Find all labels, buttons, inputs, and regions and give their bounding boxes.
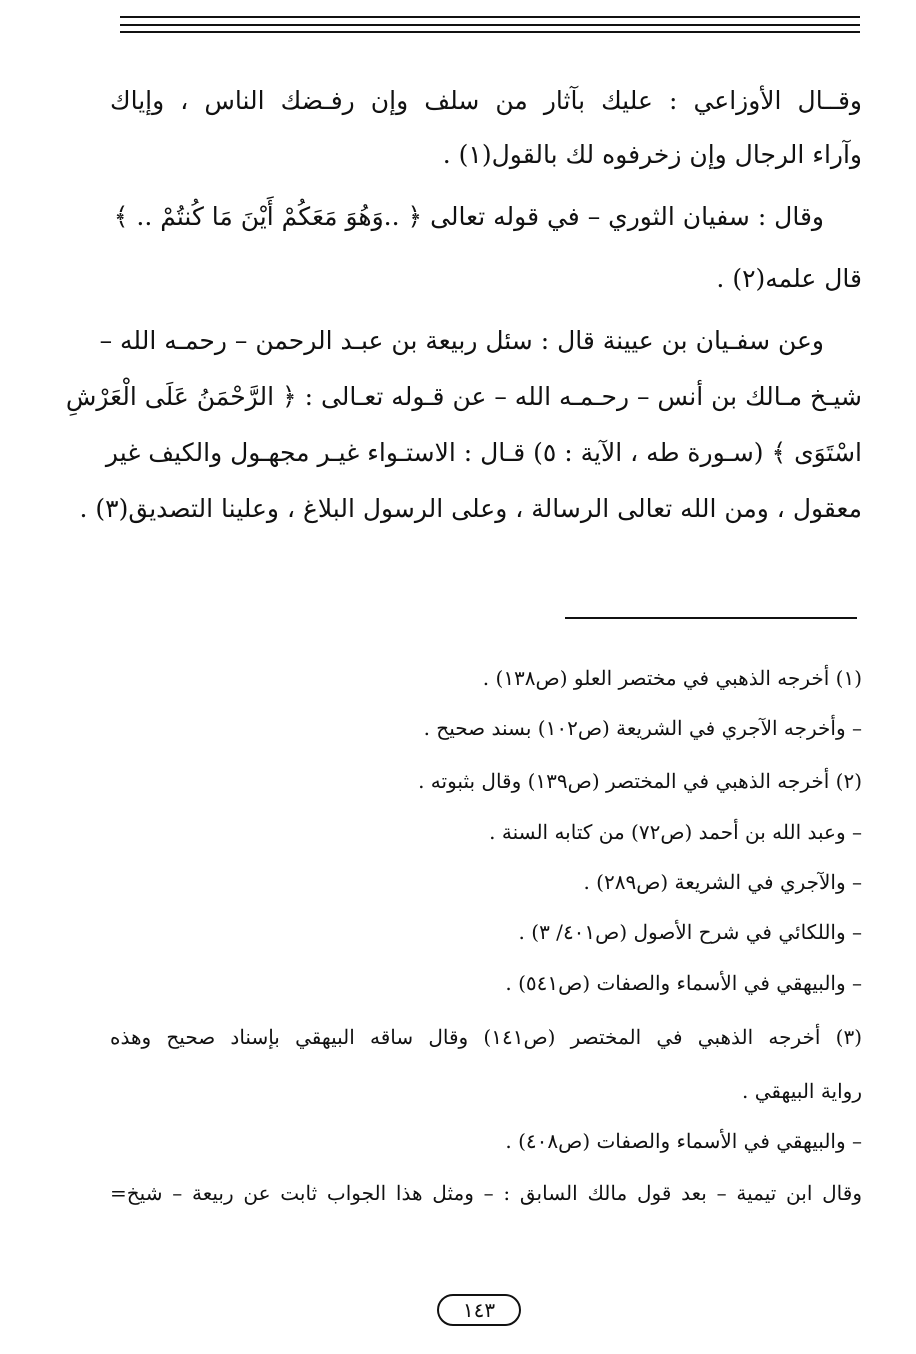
main-text-line: وآراء الرجال وإن زخرفوه لك بالقول(١) . bbox=[442, 140, 862, 169]
footnote-line: – والبيهقي في الأسماء والصفات (ص٥٤١) . bbox=[505, 971, 862, 995]
footnote-line: (٣) أخرجه الذهبي في المختصر (ص١٤١) وقال ساقه البيهقي بإسناد صحيح وهذه bbox=[110, 1025, 863, 1049]
footnote-line: – وأخرجه الآجري في الشريعة (ص١٠٢) بسند صحيح . bbox=[423, 716, 862, 740]
footnote-line: (٢) أخرجه الذهبي في المختصر (ص١٣٩) وقال بثبوته . bbox=[418, 769, 862, 793]
footnote-line: – والبيهقي في الأسماء والصفات (ص٤٠٨) . bbox=[505, 1129, 862, 1153]
main-text-line: معقول ، ومن الله تعالى الرسالة ، وعلى الرسول البلاغ ، وعلينا التصديق(٣) . bbox=[79, 494, 862, 523]
footnote-line: وقال ابن تيمية – بعد قول مالك السابق : – ومثل هذا الجواب ثابت عن ربيعة – شيخ= bbox=[110, 1181, 862, 1205]
footnote-line: – واللكائي في شرح الأصول (ص٤٠١/ ٣) . bbox=[518, 920, 862, 944]
footnote-line: – والآجري في الشريعة (ص٢٨٩) . bbox=[583, 870, 862, 894]
page-number: ١٤٣ bbox=[437, 1294, 521, 1326]
main-text-line: وعن سفـيان بن عيينة قال : سئل ربيعة بن عبـد الرحمن – رحمـه الله – bbox=[99, 326, 824, 355]
footnote-separator bbox=[565, 617, 857, 619]
header-rule-bottom bbox=[120, 31, 860, 33]
main-text-line: وقال : سفيان الثوري – في قوله تعالى ﴿ ..وَهُوَ مَعَكُمْ أَيْنَ مَا كُنتُمْ .. ﴾ bbox=[113, 202, 824, 231]
header-rule-middle bbox=[120, 24, 860, 26]
main-text-line: قال علمه(٢) . bbox=[716, 264, 862, 293]
main-text-line: شيـخ مـالك بن أنس – رحـمـه الله – عن قـوله تعـالى : ﴿ الرَّحْمَنُ عَلَى الْعَرْشِ bbox=[65, 382, 862, 411]
main-text-line: اسْتَوَى ﴾ (سـورة طه ، الآية : ٥) قـال : الاستـواء غيـر مجهـول والكيف غير bbox=[105, 438, 862, 467]
footnote-line: – وعبد الله بن أحمد (ص٧٢) من كتابه السنة . bbox=[489, 820, 862, 844]
footnote-line: رواية البيهقي . bbox=[742, 1079, 862, 1103]
header-rule-top bbox=[120, 16, 860, 18]
main-text-line: وقــال الأوزاعي : عليك بآثار من سلف وإن رفـضك الناس ، وإياك bbox=[110, 86, 862, 115]
footnote-line: (١) أخرجه الذهبي في مختصر العلو (ص١٣٨) . bbox=[482, 666, 862, 690]
